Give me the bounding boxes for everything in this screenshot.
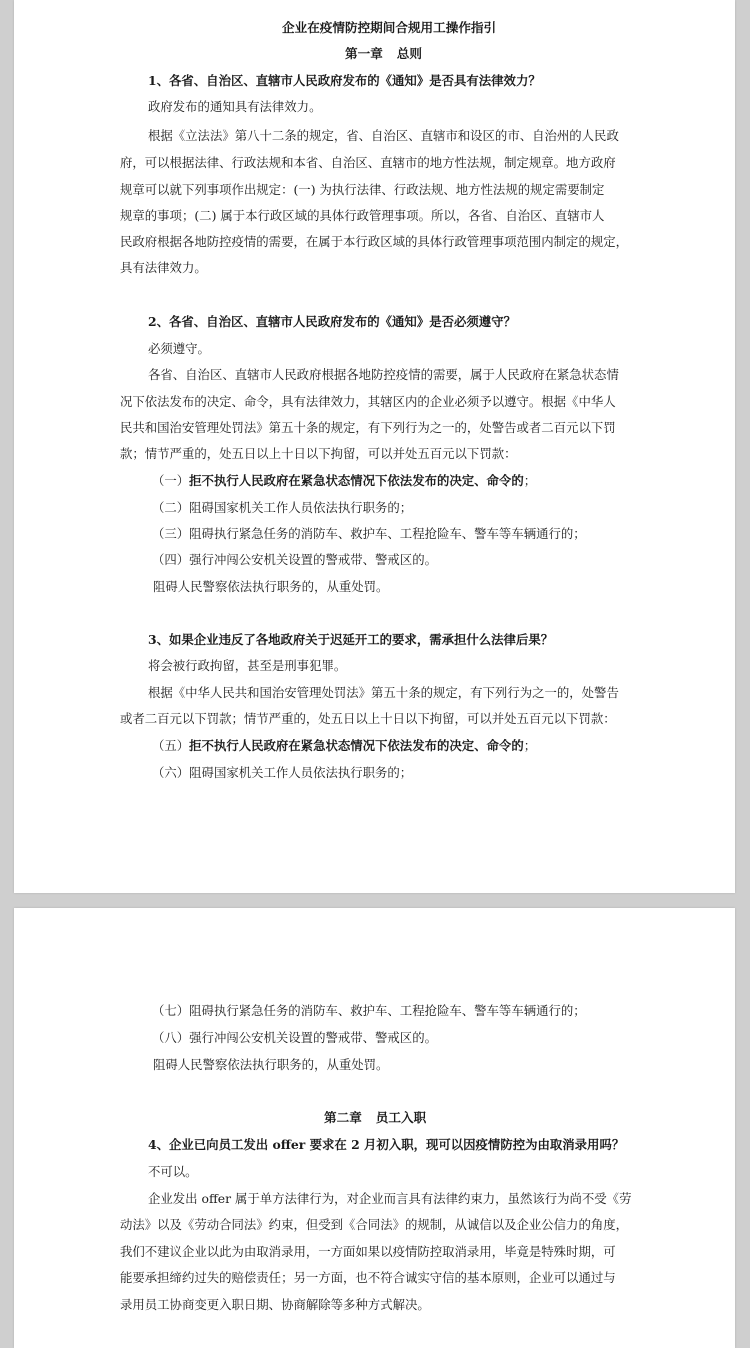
- q1-paragraph-line: 具有法律效力。: [120, 260, 207, 275]
- list-item-text: 阻碍国家机关工作人员依法执行职务的；: [189, 500, 413, 515]
- list-item-tail: ；: [523, 738, 537, 753]
- question-2: 2、各省、自治区、直辖市人民政府发布的《通知》是否必须遵守？: [148, 314, 516, 329]
- list-item-text: 强行冲闯公安机关设置的警戒带、警戒区的。: [189, 552, 437, 567]
- list-item-text: 阻碍执行紧急任务的消防车、救护车、工程抢险车、警车等车辆通行的；: [189, 1003, 586, 1018]
- q2-paragraph-line: 况下依法发布的决定、命令，具有法律效力，其辖区内的企业必须予以遵守。根据《中华人: [120, 394, 616, 409]
- list-item-text: 强行冲闯公安机关设置的警戒带、警戒区的。: [189, 1030, 437, 1045]
- answer-2: 必须遵守。: [148, 341, 210, 356]
- list-item-number: （四）: [152, 552, 190, 567]
- q1-paragraph-line: 规章的事项；(二) 属于本行政区域的具体行政管理事项。所以，各省、自治区、直辖市人: [120, 208, 605, 223]
- q1-paragraph-line: 规章可以就下列事项作出规定：(一) 为执行法律、行政法规、地方性法规的规定需要制定: [120, 182, 605, 197]
- list-item: [152, 738, 536, 754]
- document-title: 企业在疫情防控期间合规用工操作指引: [282, 20, 497, 35]
- list-item-number: （三）: [152, 526, 190, 541]
- answer-3: 将会被行政拘留，甚至是刑事犯罪。: [148, 658, 347, 673]
- chapter-1-name: 总则: [396, 46, 422, 61]
- q2-paragraph-line: 民共和国治安管理处罚法》第五十条的规定，有下列行为之一的，处警告或者二百元以下罚: [120, 420, 616, 435]
- document-page-1: [14, 0, 735, 893]
- question-3: 3、如果企业违反了各地政府关于迟延开工的要求，需承担什么法律后果？: [148, 632, 554, 647]
- chapter-2-heading: [324, 1110, 426, 1126]
- q3-paragraph-line: 根据《中华人民共和国治安管理处罚法》第五十条的规定，有下列行为之一的，处警告: [148, 685, 619, 700]
- q4-paragraph-line: 动法》以及《劳动合同法》约束，但受到《合同法》的规制，从诚信以及企业公信力的角度，: [120, 1217, 629, 1232]
- chapter-2-label: 第二章: [324, 1110, 362, 1125]
- answer-1: 政府发布的通知具有法律效力。: [148, 99, 322, 114]
- q4-paragraph-line: 我们不建议企业以此为由取消录用，一方面如果以疫情防控取消录用，毕竟是特殊时期，可: [120, 1244, 616, 1259]
- list-item: [152, 552, 437, 568]
- list-item-number: （二）: [152, 500, 190, 515]
- list-item-text: 拒不执行人民政府在紧急状态情况下依法发布的决定、命令的: [189, 738, 524, 753]
- q3-paragraph-line: 或者二百元以下罚款；情节严重的，处五日以上十日以下拘留，可以并处五百元以下罚款：: [120, 711, 616, 726]
- list-item-number: （八）: [152, 1030, 190, 1045]
- q1-paragraph-line: 府，可以根据法律、行政法规和本省、自治区、直辖市的地方性法规，制定规章。地方政府: [120, 155, 616, 170]
- q2-paragraph-line: 各省、自治区、直辖市人民政府根据各地防控疫情的需要，属于人民政府在紧急状态情: [148, 367, 619, 382]
- closing-statement: 阻碍人民警察依法执行职务的，从重处罚。: [153, 579, 389, 594]
- list-item: [152, 1030, 437, 1046]
- chapter-1-heading: [345, 46, 422, 62]
- answer-4: 不可以。: [148, 1164, 198, 1179]
- chapter-2-name: 员工入职: [375, 1110, 427, 1125]
- list-item: [152, 765, 412, 781]
- list-item: [152, 473, 536, 489]
- q4-paragraph-line: 录用员工协商变更入职日期、协商解除等多种方式解决。: [120, 1297, 430, 1312]
- list-item-text: 阻碍执行紧急任务的消防车、救护车、工程抢险车、警车等车辆通行的；: [189, 526, 586, 541]
- q2-paragraph-line: 款；情节严重的，处五日以上十日以下拘留，可以并处五百元以下罚款：: [120, 446, 517, 461]
- chapter-1-label: 第一章: [345, 46, 383, 61]
- question-1: 1、各省、自治区、直辖市人民政府发布的《通知》是否具有法律效力？: [148, 73, 541, 88]
- list-item: [152, 526, 586, 542]
- closing-statement: 阻碍人民警察依法执行职务的，从重处罚。: [153, 1057, 389, 1072]
- list-item-number: （七）: [152, 1003, 190, 1018]
- q4-paragraph-line: 企业发出 offer 属于单方法律行为，对企业而言具有法律约束力，虽然该行为尚不受《劳: [148, 1191, 632, 1206]
- q1-paragraph-line: 根据《立法法》第八十二条的规定，省、自治区、直辖市和设区的市、自治州的人民政: [148, 128, 619, 143]
- list-item-number: （六）: [152, 765, 190, 780]
- q4-paragraph-line: 能要承担缔约过失的赔偿责任；另一方面，也不符合诚实守信的基本原则，企业可以通过与: [120, 1270, 616, 1285]
- question-4: 4、企业已向员工发出 offer 要求在 2 月初入职，现可以因疫情防控为由取消录用吗？: [148, 1137, 625, 1152]
- document-page-2: [14, 908, 735, 1348]
- list-item: [152, 1003, 586, 1019]
- list-item-number: （五）: [152, 738, 190, 753]
- list-item: [152, 500, 412, 516]
- list-item-text: 拒不执行人民政府在紧急状态情况下依法发布的决定、命令的: [189, 473, 524, 488]
- list-item-text: 阻碍国家机关工作人员依法执行职务的；: [189, 765, 413, 780]
- q1-paragraph-line: 民政府根据各地防控疫情的需要，在属于本行政区域的具体行政管理事项范围内制定的规定，: [120, 234, 629, 249]
- list-item-tail: ；: [523, 473, 537, 488]
- list-item-number: （一）: [152, 473, 190, 488]
